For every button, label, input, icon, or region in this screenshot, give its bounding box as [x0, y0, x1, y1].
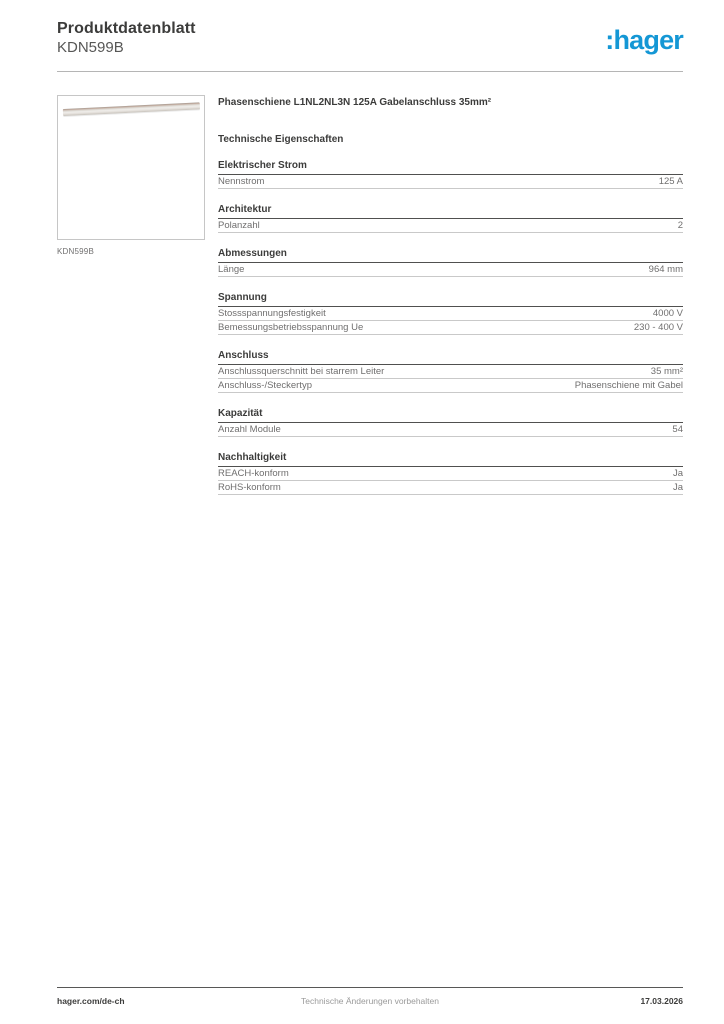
- product-image: [57, 95, 205, 240]
- spec-value: 230 - 400 V: [633, 322, 683, 334]
- specs-column: [218, 95, 683, 496]
- busbar-rail-image: [63, 102, 200, 116]
- section-rows: [218, 307, 683, 335]
- section-rows: [218, 175, 683, 189]
- spec-section: [218, 204, 683, 233]
- page-content: [0, 0, 724, 495]
- section-title: Anschluss: [218, 350, 683, 365]
- section-rows: [218, 219, 683, 233]
- page-footer: [57, 987, 683, 1006]
- spec-label: Länge: [218, 264, 245, 276]
- spec-label: Polanzahl: [218, 220, 260, 232]
- spec-label: Stossspannungsfestigkeit: [218, 308, 326, 320]
- product-title: Phasenschiene L1NL2NL3N 125A Gabelanschluss 35mm²: [218, 96, 492, 108]
- product-image-caption: KDN599B: [57, 246, 94, 256]
- spec-value: 4000 V: [652, 308, 683, 320]
- spec-row: [218, 307, 683, 321]
- section-title: Elektrischer Strom: [218, 160, 683, 175]
- header-titles: [57, 20, 196, 57]
- spec-row: [218, 423, 683, 437]
- main-area: [57, 95, 683, 496]
- spec-row: [218, 379, 683, 393]
- spec-section: [218, 292, 683, 335]
- section-rows: [218, 263, 683, 277]
- spec-row: [218, 263, 683, 277]
- spec-section: [218, 248, 683, 277]
- doc-title: Produktdatenblatt: [57, 20, 196, 37]
- spec-row: [218, 321, 683, 335]
- spec-row: [218, 365, 683, 379]
- section-title: Kapazität: [218, 408, 683, 423]
- spec-value: 125 A: [658, 176, 683, 188]
- spec-section: [218, 452, 683, 495]
- spec-value: 54: [672, 424, 683, 436]
- section-rows: [218, 365, 683, 393]
- header-divider: [57, 71, 683, 72]
- specs-heading: Technische Eigenschaften: [218, 134, 344, 146]
- page-header: [57, 20, 683, 57]
- spec-row: [218, 481, 683, 495]
- spec-sections: [218, 160, 683, 495]
- hager-logo: :hager: [605, 25, 683, 55]
- footer-notice: Technische Änderungen vorbehalten: [301, 996, 439, 1006]
- product-visual-column: [57, 95, 205, 496]
- spec-value: 2: [677, 220, 683, 232]
- spec-label: Nennstrom: [218, 176, 265, 188]
- spec-row: [218, 467, 683, 481]
- spec-value: Phasenschiene mit Gabel: [574, 380, 683, 392]
- footer-date: 17.03.2026: [640, 996, 683, 1006]
- section-title: Architektur: [218, 204, 683, 219]
- spec-value: 35 mm²: [650, 366, 683, 378]
- section-rows: [218, 467, 683, 495]
- spec-section: [218, 160, 683, 189]
- section-title: Nachhaltigkeit: [218, 452, 683, 467]
- spec-label: Anschlussquerschnitt bei starrem Leiter: [218, 366, 385, 378]
- section-title: Abmessungen: [218, 248, 683, 263]
- footer-website-link[interactable]: hager.com/de-ch: [57, 996, 125, 1006]
- spec-section: [218, 350, 683, 393]
- spec-label: RoHS-konform: [218, 482, 281, 494]
- spec-value: Ja: [672, 482, 683, 494]
- spec-label: Bemessungsbetriebsspannung Ue: [218, 322, 364, 334]
- section-title: Spannung: [218, 292, 683, 307]
- spec-label: REACH-konform: [218, 468, 289, 480]
- spec-label: Anschluss-/Steckertyp: [218, 380, 312, 392]
- spec-section: [218, 408, 683, 437]
- spec-row: [218, 219, 683, 233]
- section-rows: [218, 423, 683, 437]
- spec-value: 964 mm: [648, 264, 683, 276]
- product-reference: KDN599B: [57, 39, 124, 57]
- spec-label: Anzahl Module: [218, 424, 281, 436]
- spec-row: [218, 175, 683, 189]
- spec-value: Ja: [672, 468, 683, 480]
